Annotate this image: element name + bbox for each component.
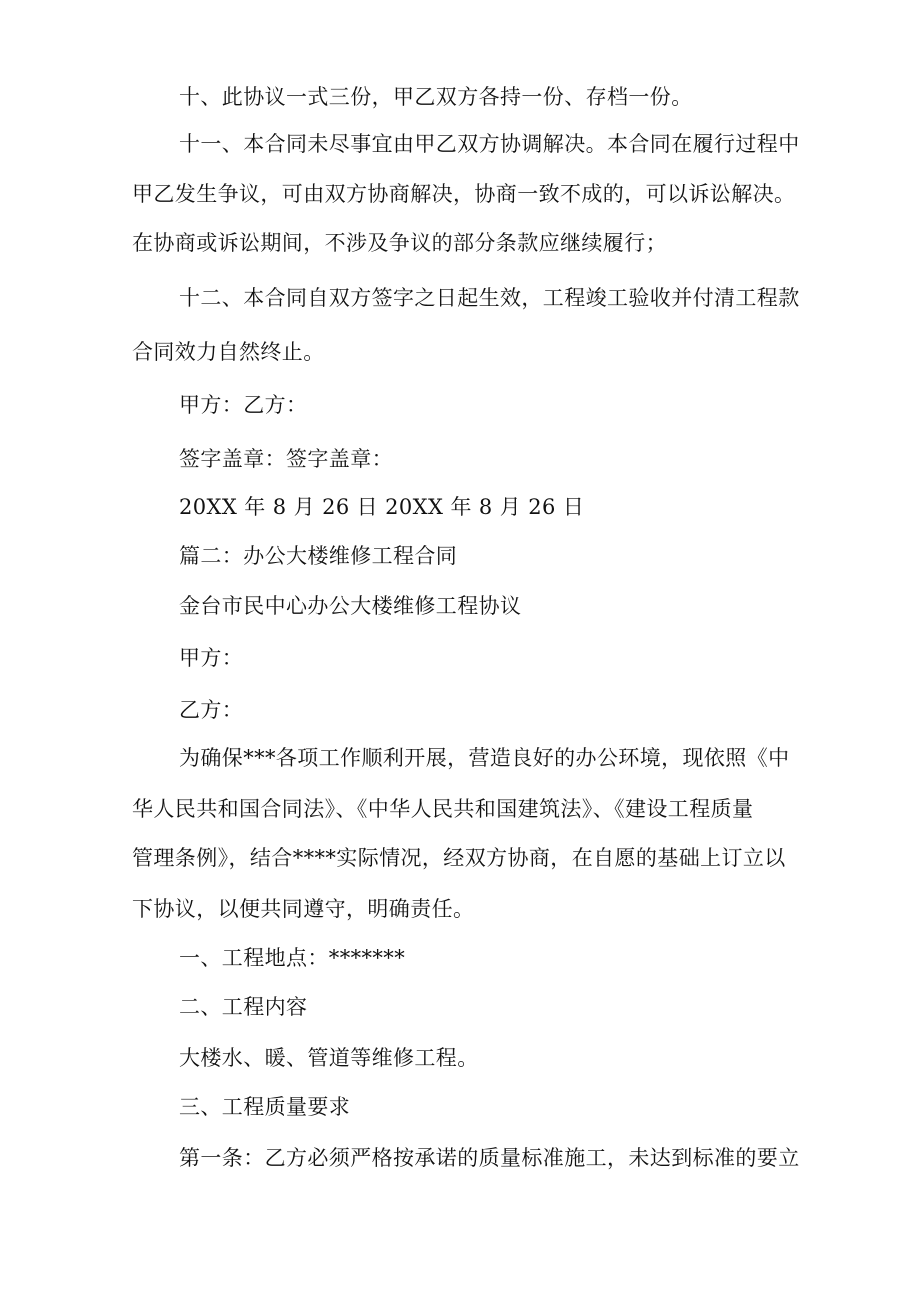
preamble-line-3: 管理条例》，结合****实际情况，经双方协商，在自愿的基础上订立以 (132, 846, 786, 870)
article-1-line-1: 第一条：乙方必须严格按承诺的质量标准施工，未达到标准的要立 (179, 1146, 800, 1170)
agreement-title: 金台市民中心办公大楼维修工程协议 (179, 594, 522, 618)
clause-10: 十、此协议一式三份，甲乙双方各持一份、存档一份。 (179, 85, 693, 109)
party-labels: 甲方：乙方： (179, 393, 308, 417)
preamble-line-1: 为确保***各项工作顺利开展，营造良好的办公环境，现依照《中 (179, 746, 790, 770)
preamble-line-2: 华人民共和国合同法》、《中华人民共和国建筑法》、《建设工程质量 (132, 797, 754, 821)
signature-labels: 签字盖章：签字盖章： (179, 447, 393, 471)
preamble-line-4: 下协议，以便共同遵守，明确责任。 (132, 897, 475, 921)
clause-11-line-1: 十一、本合同未尽事宜由甲乙双方协调解决。本合同在履行过程中 (179, 132, 800, 156)
project-location: 一、工程地点：******* (179, 946, 406, 970)
clause-12-line-1: 十二、本合同自双方签字之日起生效，工程竣工验收并付清工程款 (179, 286, 800, 310)
quality-heading: 三、工程质量要求 (179, 1095, 351, 1119)
signature-dates: 20XX 年 8 月 26 日 20XX 年 8 月 26 日 (179, 495, 585, 519)
clause-11-line-2: 甲乙发生争议，可由双方协商解决，协商一致不成的，可以诉讼解决。 (132, 182, 796, 206)
clause-11-line-3: 在协商或诉讼期间，不涉及争议的部分条款应继续履行； (132, 231, 667, 255)
party-a-label: 甲方： (179, 646, 244, 670)
clause-12-line-2: 合同效力自然终止。 (132, 340, 325, 364)
project-content-text: 大楼水、暖、管道等维修工程。 (179, 1046, 479, 1070)
project-content-heading: 二、工程内容 (179, 995, 308, 1019)
section-heading: 篇二：办公大楼维修工程合同 (179, 544, 458, 568)
party-b-label: 乙方： (179, 698, 244, 722)
